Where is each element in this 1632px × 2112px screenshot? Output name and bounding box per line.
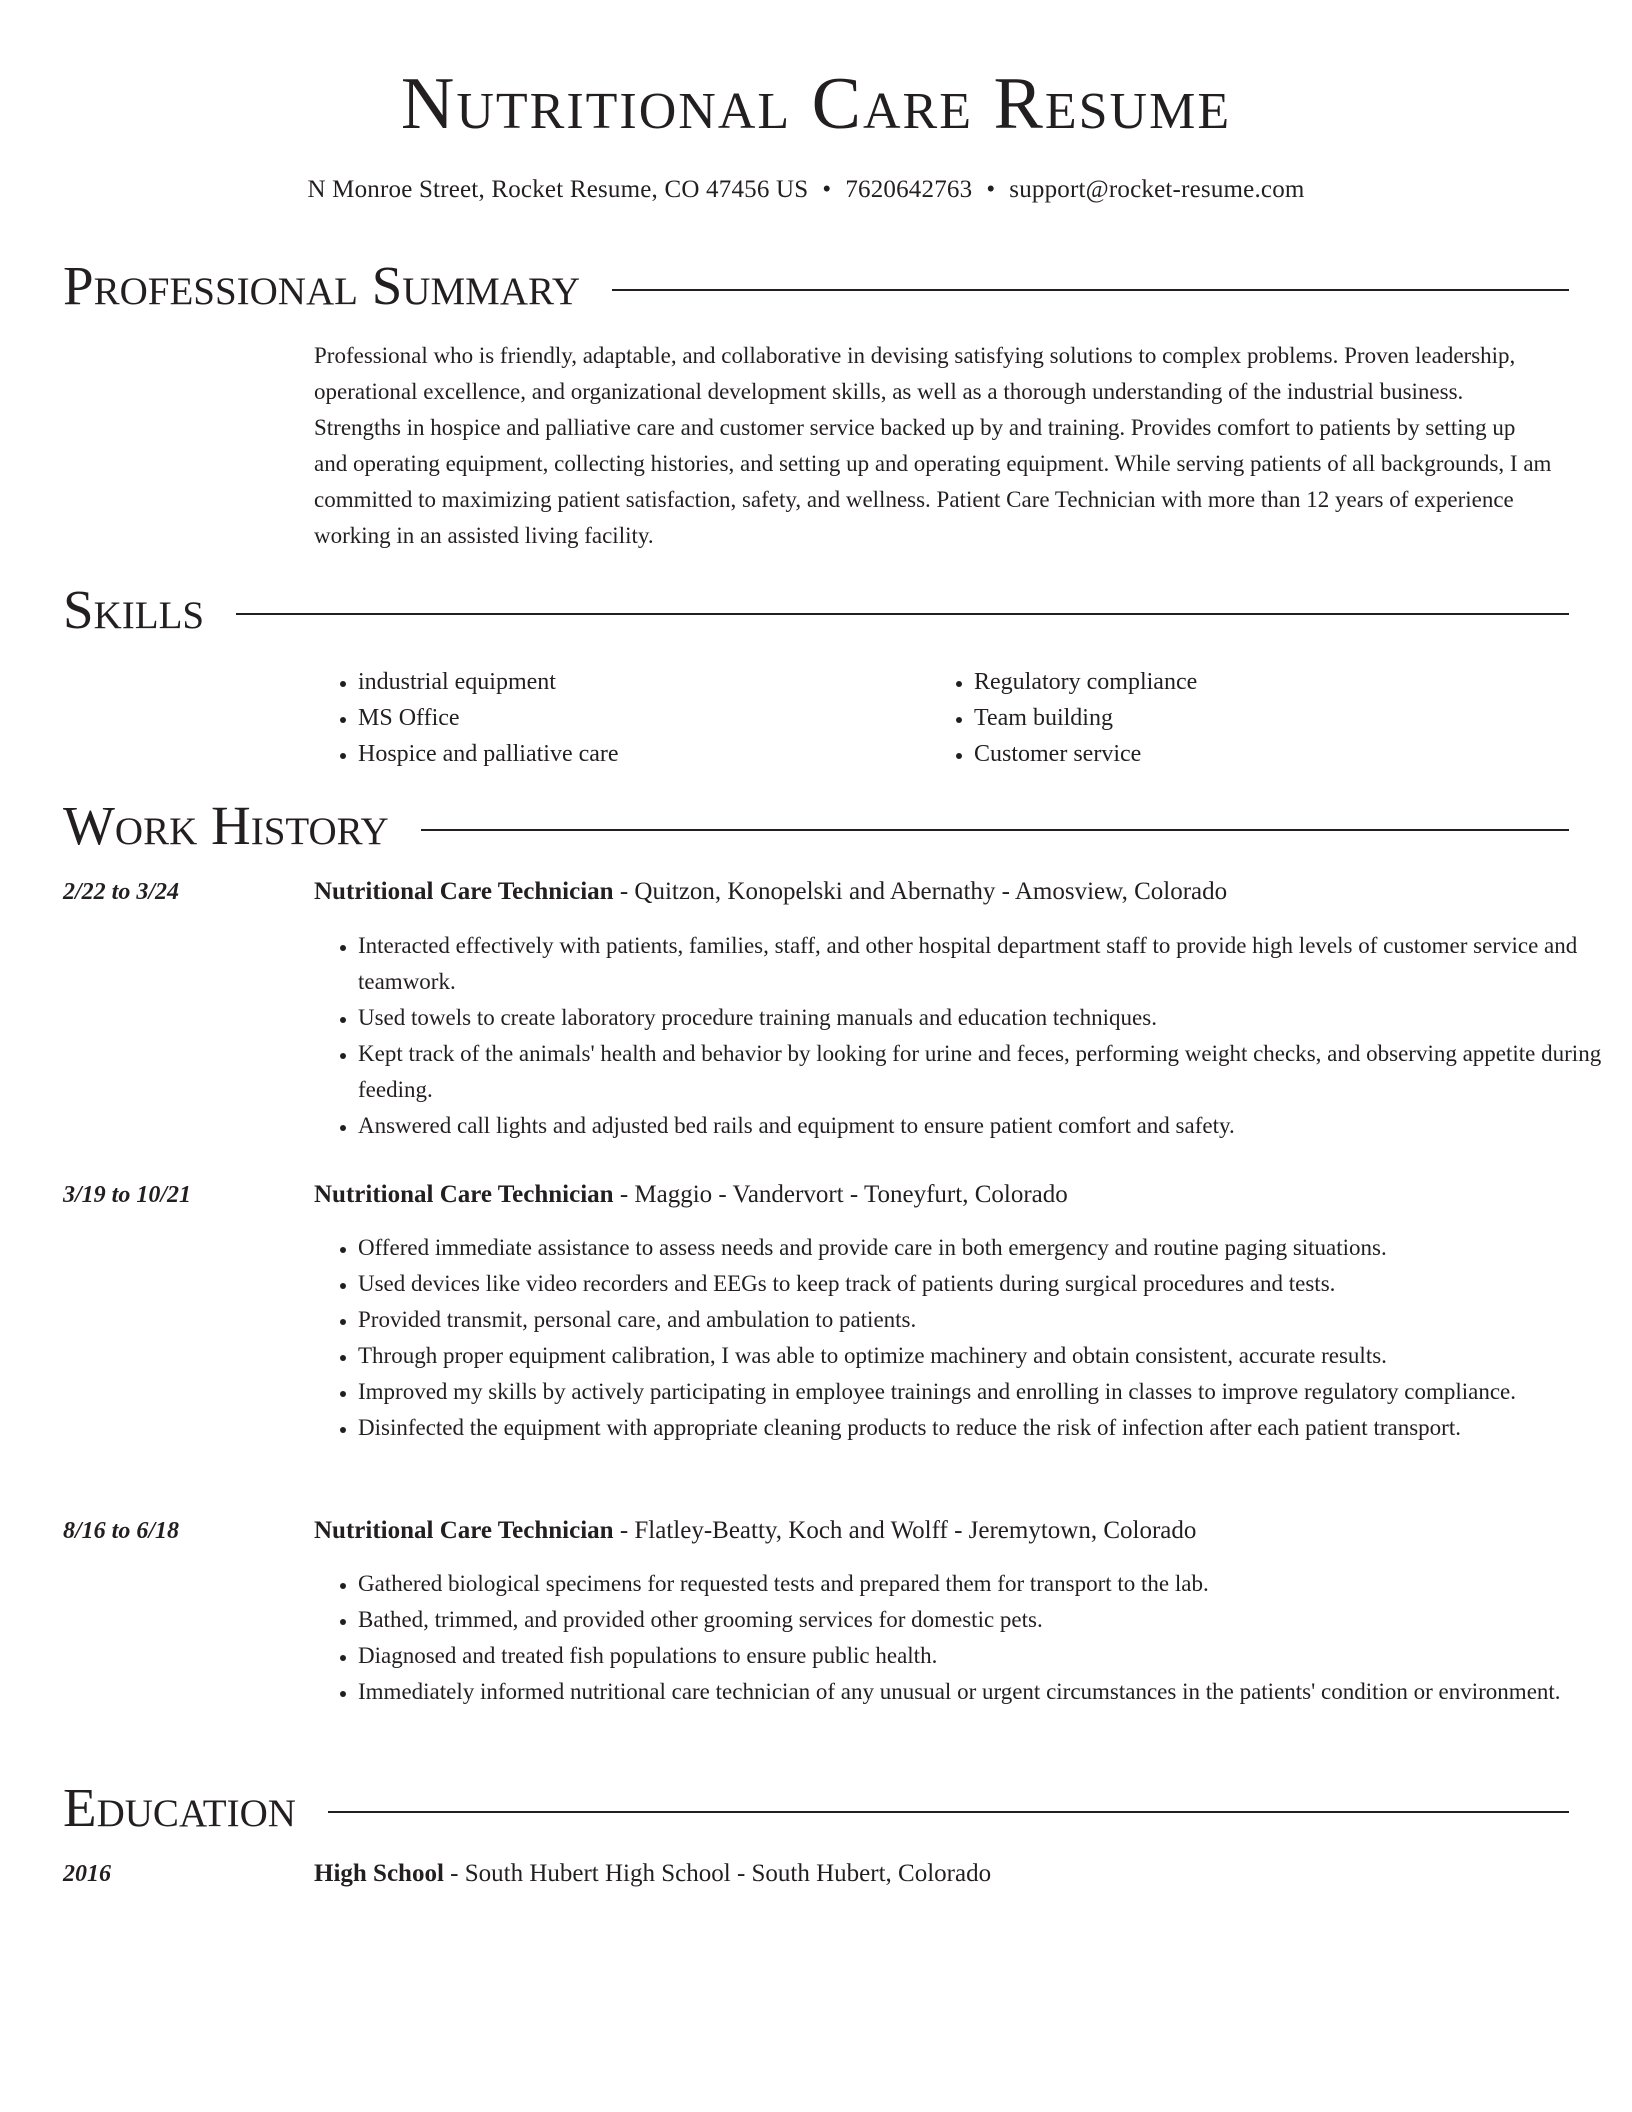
separator: •: [822, 176, 832, 203]
education-details: - South Hubert High School - South Hubert, Colorado: [443, 1860, 992, 1887]
job-bullet: • Diagnosed and treated fish populations to ensure public health.: [358, 1638, 1612, 1674]
job-details: - Maggio - Vandervort - Toneyfurt, Colorado: [613, 1181, 1068, 1208]
job-bullet: • Used towels to create laboratory procedure training manuals and education techniques.: [358, 1000, 1612, 1036]
skill-item: • industrial equipment: [358, 664, 918, 700]
resume-title: Nutritional Care Resume: [400, 63, 1232, 145]
job-bullet: • Through proper equipment calibration, I was able to optimize machinery and obtain consistent, accurate results.: [358, 1338, 1612, 1374]
contact-line: [0, 174, 1612, 206]
section-divider: [421, 829, 1569, 831]
work-section-header: [63, 796, 1569, 856]
job-bullet: • Interacted effectively with patients, families, staff, and other hospital department staff to provide high levels of customer service and teamwork.: [358, 928, 1612, 1000]
email: support@rocket-resume.com: [1009, 176, 1305, 203]
job-bullet: • Offered immediate assistance to assess needs and provide care in both emergency and routine paging situations.: [358, 1230, 1612, 1266]
job-title: Nutritional Care Technician: [314, 1181, 614, 1208]
job-dates: 2/22 to 3/24: [63, 879, 180, 905]
job-bullet: • Provided transmit, personal care, and ambulation to patients.: [358, 1302, 1612, 1338]
section-title: Work History: [63, 795, 389, 856]
skill-item: • Customer service: [974, 736, 1534, 772]
separator: •: [986, 176, 996, 203]
job-bullet: • Gathered biological specimens for requested tests and prepared them for transport to the lab.: [358, 1566, 1612, 1602]
summary-section-header: [63, 256, 1569, 316]
section-title: Education: [63, 1777, 296, 1838]
skills-list-left: [314, 664, 918, 772]
section-divider: [328, 1811, 1569, 1813]
education-degree: High School: [314, 1860, 444, 1887]
education-section-header: [63, 1778, 1569, 1838]
job-heading: [314, 1514, 1574, 1548]
job-bullet: • Improved my skills by actively participating in employee trainings and enrolling in classes to improve regulatory compliance.: [358, 1374, 1612, 1410]
skill-item: • Hospice and palliative care: [358, 736, 918, 772]
job-details: - Quitzon, Konopelski and Abernathy - Amosview, Colorado: [613, 878, 1228, 905]
section-divider: [612, 289, 1569, 291]
skill-item: • Regulatory compliance: [974, 664, 1534, 700]
skills-section-header: [63, 580, 1569, 640]
summary-text: Professional who is friendly, adaptable, and collaborative in devising satisfying solutions to complex problems. Proven leadership, operational excellence, and organizational development skills, as well as a thorough understanding of the industrial business. Strengths in hospice and palliative care and customer service backed up by and training. Provides comfort to patients by setting up and operating equipment, collecting histories, and setting up and operating equipment. While serving patients of all backgrounds, I am committed to maximizing patient satisfaction, safety, and wellness. Patient Care Technician with more than 12 years of experience working in an assisted living facility.: [314, 343, 1552, 548]
job-heading: [314, 1178, 1574, 1212]
skills-list-right: [930, 664, 1534, 772]
skill-item: • Team building: [974, 700, 1534, 736]
job-dates: 8/16 to 6/18: [63, 1518, 180, 1544]
section-title: Professional Summary: [63, 255, 581, 316]
job-bullets: [314, 1230, 1612, 1446]
job-bullet: • Immediately informed nutritional care technician of any unusual or urgent circumstances in the patients' condition or environment.: [358, 1674, 1612, 1710]
job-bullets: [314, 1566, 1612, 1710]
job-bullets: [314, 928, 1612, 1144]
job-heading: [314, 875, 1574, 909]
section-divider: [236, 613, 1569, 615]
phone: 7620642763: [845, 176, 973, 203]
education-year: 2016: [63, 1861, 111, 1887]
education-heading: [314, 1857, 1574, 1891]
section-title: Skills: [63, 579, 205, 640]
address: N Monroe Street, Rocket Resume, CO 47456 US: [307, 176, 809, 203]
job-bullet: • Kept track of the animals' health and behavior by looking for urine and feces, performing weight checks, and observing appetite during feeding.: [358, 1036, 1612, 1108]
job-bullet: • Disinfected the equipment with appropriate cleaning products to reduce the risk of infection after each patient transport.: [358, 1410, 1612, 1446]
job-bullet: • Bathed, trimmed, and provided other grooming services for domestic pets.: [358, 1602, 1612, 1638]
job-bullet: • Used devices like video recorders and EEGs to keep track of patients during surgical procedures and tests.: [358, 1266, 1612, 1302]
job-title: Nutritional Care Technician: [314, 878, 614, 905]
job-details: - Flatley-Beatty, Koch and Wolff - Jeremytown, Colorado: [613, 1517, 1197, 1544]
skill-item: • MS Office: [358, 700, 918, 736]
job-dates: 3/19 to 10/21: [63, 1182, 192, 1208]
job-bullet: • Answered call lights and adjusted bed rails and equipment to ensure patient comfort and safety.: [358, 1108, 1612, 1144]
job-title: Nutritional Care Technician: [314, 1517, 614, 1544]
